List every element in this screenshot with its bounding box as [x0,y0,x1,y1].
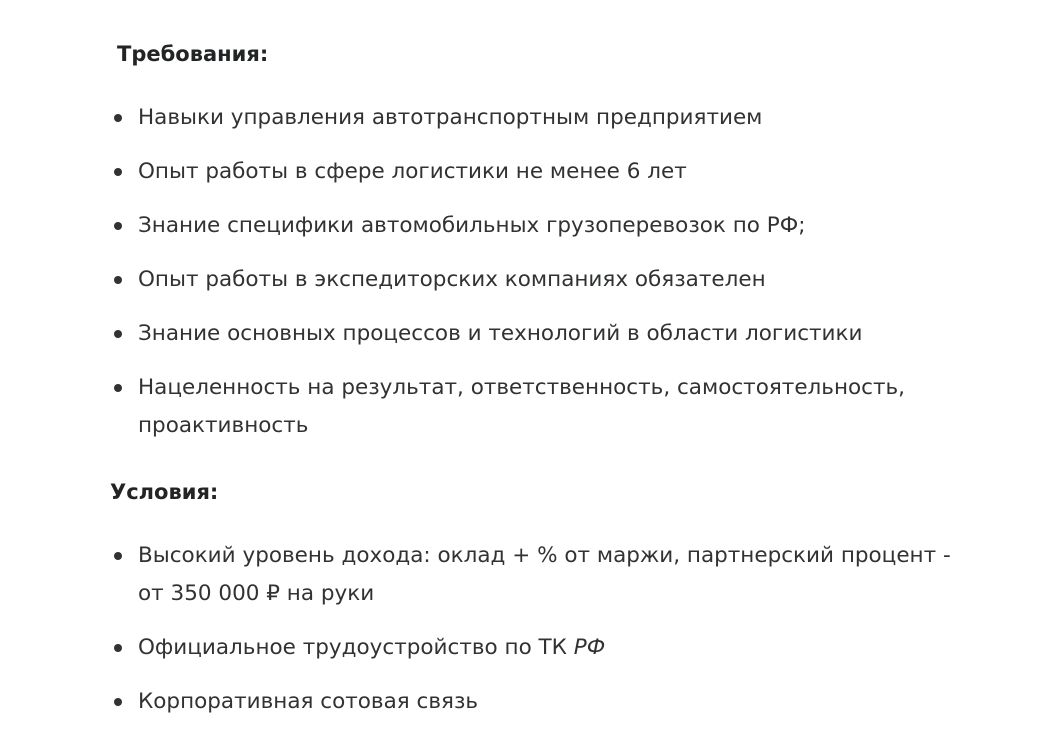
list-item-text: Официальное трудоустройство по ТК [138,635,574,660]
list-item [0,153,968,191]
list-item [0,683,968,721]
bullet-icon [114,552,122,560]
list-item-text: Опыт работы в сфере логистики не менее 6 лет [138,159,687,184]
bullet-icon [114,330,122,338]
bullet-icon [114,384,122,392]
list-item [0,207,968,245]
bullet-icon [114,698,122,706]
bullet-icon [114,644,122,652]
list-item [0,369,968,445]
list-item [0,629,968,667]
requirements-heading: Требования: [117,42,269,66]
list-item-emphasis: РФ [573,635,606,660]
list-item [0,315,968,353]
bullet-icon [114,114,122,122]
list-item-text: Нацеленность на результат, ответственность, самостоятельность, проактивность [138,375,906,438]
requirements-list [0,99,1000,461]
bullet-icon [114,222,122,230]
list-item-text: Опыт работы в экспедиторских компаниях обязателен [138,267,766,292]
bullet-icon [114,276,122,284]
list-item-text: Навыки управления автотранспортным предприятием [138,105,763,130]
list-item [0,537,968,613]
list-item [0,261,968,299]
conditions-list [0,537,1000,737]
conditions-heading: Условия: [110,480,219,504]
list-item-text: Знание основных процессов и технологий в области логистики [138,321,863,346]
list-item [0,99,968,137]
list-item-text: Высокий уровень дохода: оклад + % от маржи, партнерский процент - от 350 000 ₽ на руки [138,543,951,606]
bullet-icon [114,168,122,176]
list-item-text: Знание специфики автомобильных грузоперевозок по РФ; [138,213,806,238]
list-item-text: Корпоративная сотовая связь [138,689,479,714]
